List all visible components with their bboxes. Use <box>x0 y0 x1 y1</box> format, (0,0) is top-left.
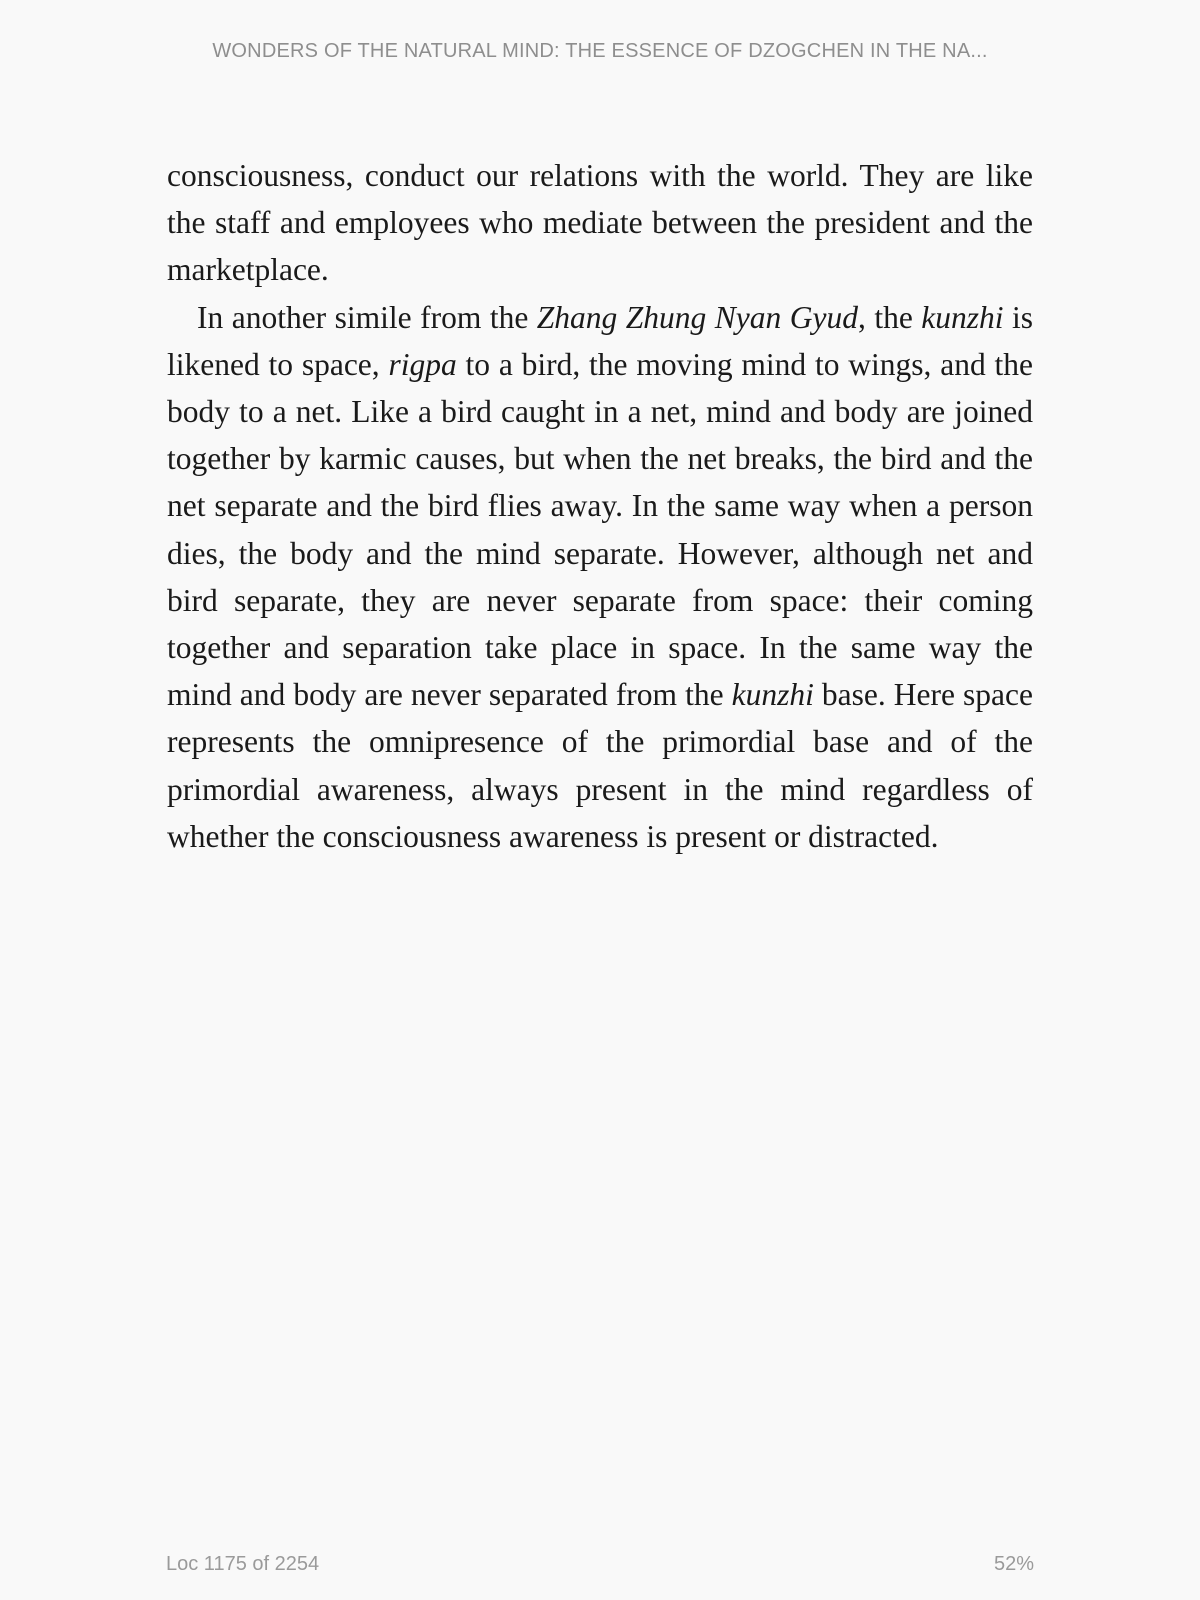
book-title[interactable]: WONDERS OF THE NATURAL MIND: THE ESSENCE OF DZOGCHEN IN THE NA... <box>212 40 988 62</box>
italic-term: rigpa <box>388 346 457 382</box>
paragraph-2 <box>167 294 1033 860</box>
italic-term: kunzhi <box>921 299 1004 335</box>
text-segment: In another simile from the <box>197 299 537 335</box>
progress-percent[interactable]: 52% <box>993 1553 1034 1575</box>
text-segment: , the <box>857 299 922 335</box>
paragraph-1-text: consciousness, conduct our relations with the world. They are like the staff and employees who mediate between the president and the marketplace. <box>167 158 1033 288</box>
italic-term: kunzhi <box>731 677 814 713</box>
page-text[interactable] <box>167 152 1033 860</box>
paragraph-1 <box>167 152 1033 294</box>
location-indicator[interactable]: Loc 1175 of 2254 <box>166 1553 320 1575</box>
text-segment: is likened to space, <box>167 299 1034 382</box>
italic-title: Zhang Zhung Nyan Gyud <box>536 299 858 335</box>
text-segment: to a bird, the moving mind to wings, and the body to a net. Like a bird caught in a net, mind and body are joined together by karmic causes, but when the net breaks, the bird and the net separate and the bird flies away. In the same way when a person dies, the body and the mind separate. However, although net and bird separate, they are never separate from space: their coming together and separation take place in space. In the same way the mind and body are never separated from the <box>167 346 1033 713</box>
text-segment: base. Here space represents the omnipresence of the primordial base and of the primordial awareness, always present in the mind regardless of whether the consciousness awareness is present or distracted. <box>167 677 1034 854</box>
